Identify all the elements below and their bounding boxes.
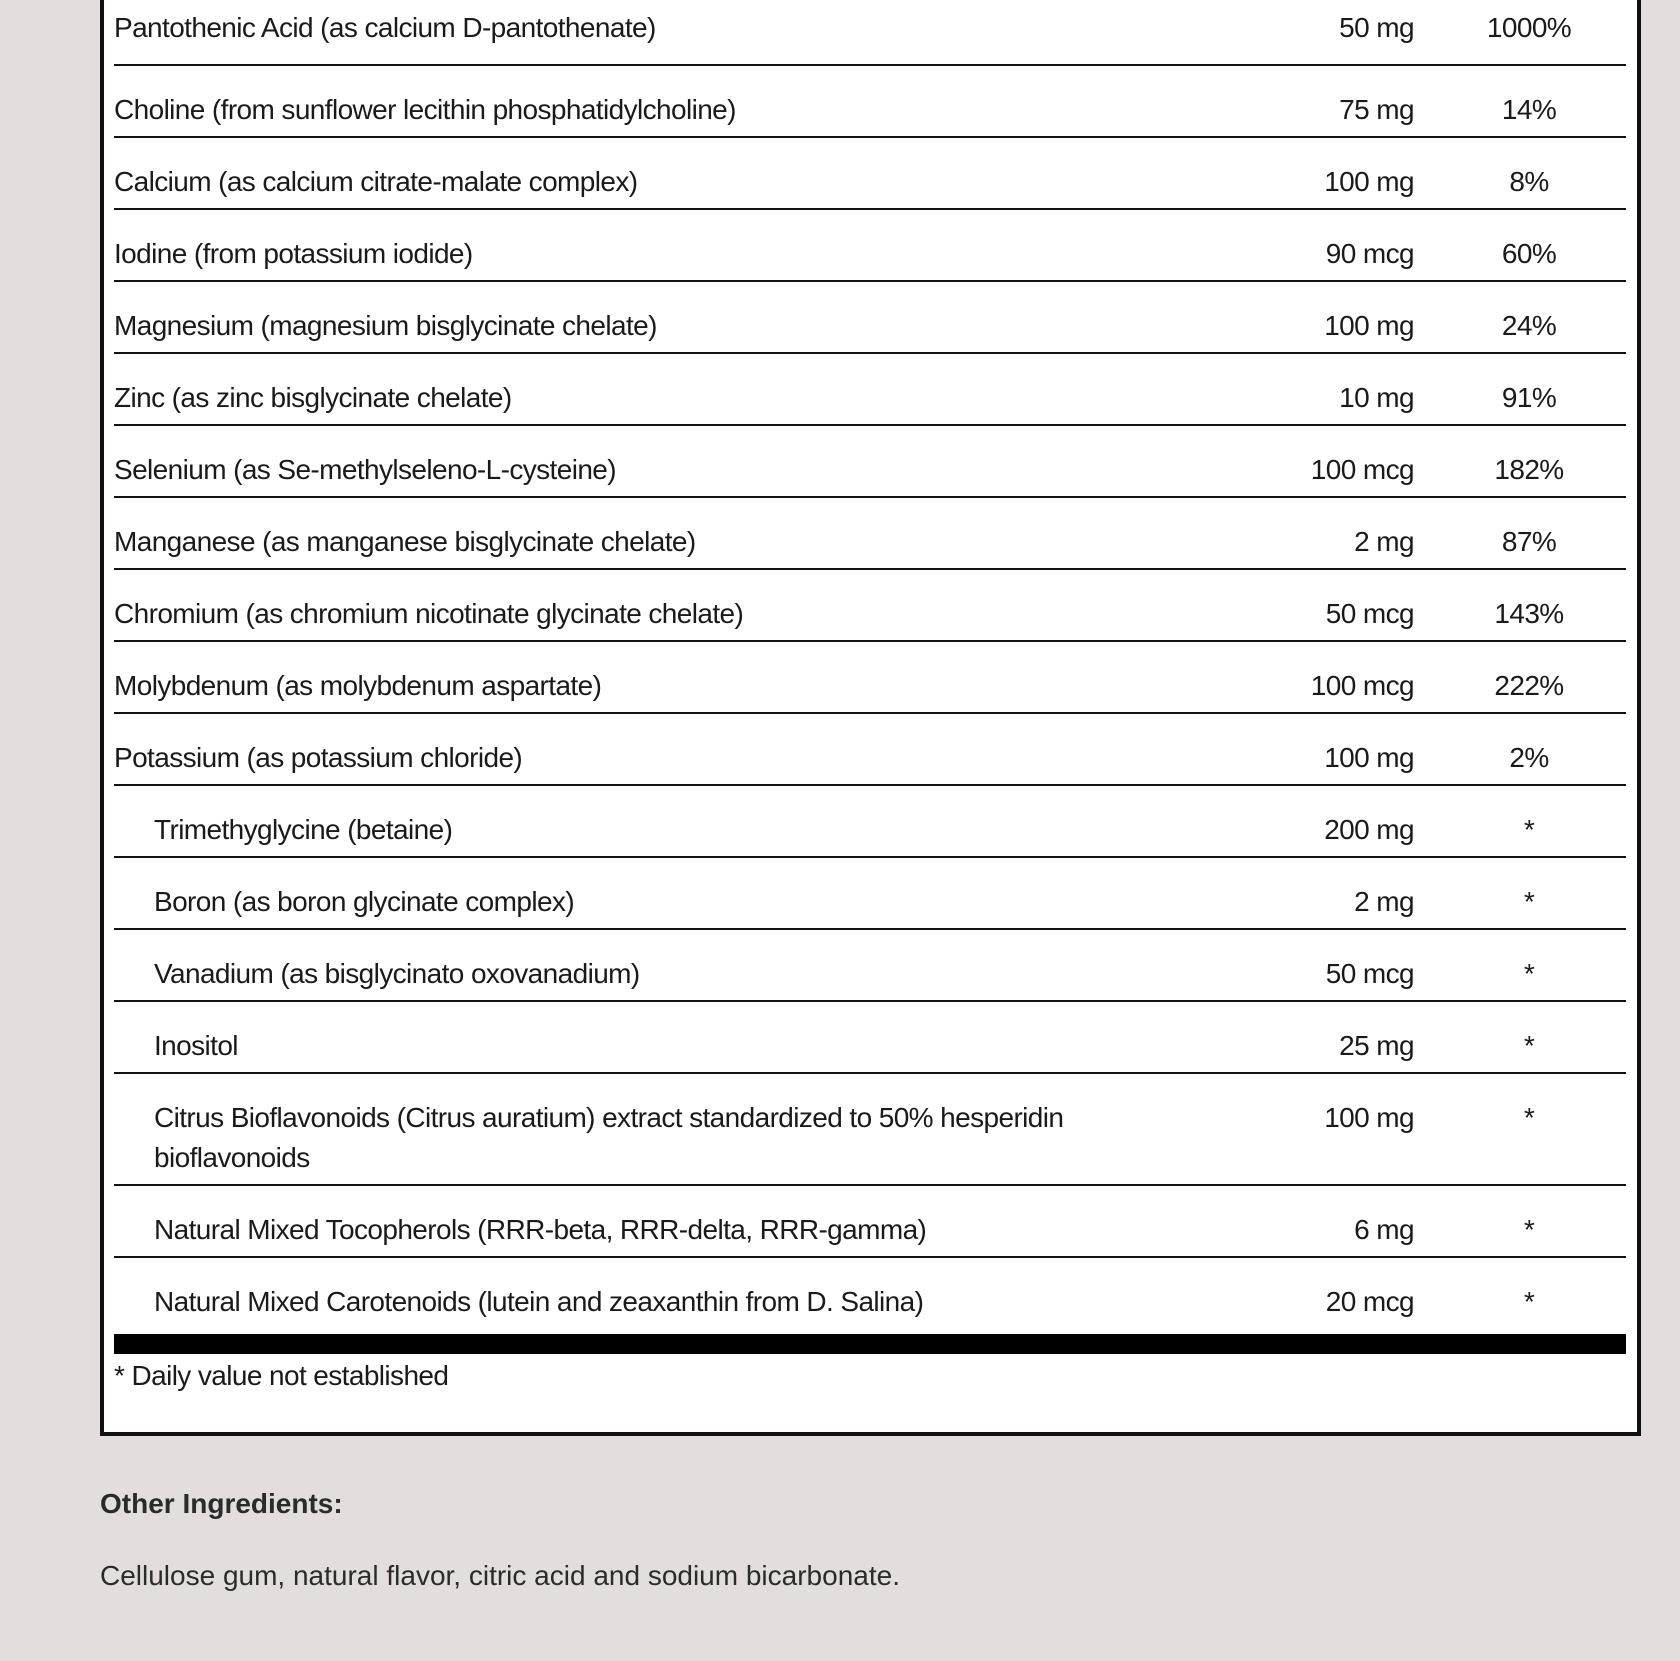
table-row bbox=[114, 642, 1626, 714]
ingredient-name: Pantothenic Acid (as calcium D-pantothenate) bbox=[114, 12, 656, 43]
ingredient-amount: 90 mcg bbox=[1325, 238, 1414, 269]
table-row bbox=[114, 210, 1626, 282]
ingredient-amount: 100 mg bbox=[1324, 742, 1414, 773]
daily-value: 60% bbox=[1501, 238, 1557, 269]
ingredient-amount: 200 mg bbox=[1324, 814, 1414, 845]
ingredient-amount: 20 mcg bbox=[1325, 1286, 1414, 1317]
daily-value: * bbox=[1523, 1102, 1535, 1133]
daily-value: * bbox=[1523, 814, 1535, 845]
ingredient-name: Citrus Bioflavonoids (Citrus auratium) extract standardized to 50% hesperidin bioflavonoids bbox=[154, 1102, 1064, 1173]
ingredient-amount: 2 mg bbox=[1354, 526, 1414, 557]
ingredient-amount: 50 mcg bbox=[1325, 958, 1414, 989]
table-row bbox=[114, 1074, 1626, 1186]
thick-divider bbox=[114, 1334, 1626, 1354]
ingredient-amount: 2 mg bbox=[1354, 886, 1414, 917]
daily-value: 91% bbox=[1501, 382, 1557, 413]
table-row bbox=[114, 66, 1626, 138]
ingredient-amount: 50 mg bbox=[1339, 12, 1414, 43]
table-row bbox=[114, 930, 1626, 1002]
ingredient-name: Trimethyglycine (betaine) bbox=[154, 814, 453, 845]
daily-value: 143% bbox=[1494, 598, 1564, 629]
daily-value: 24% bbox=[1501, 310, 1557, 341]
ingredient-name: Choline (from sunflower lecithin phosphatidylcholine) bbox=[114, 94, 736, 125]
daily-value: * bbox=[1523, 1286, 1535, 1317]
table-row bbox=[114, 786, 1626, 858]
ingredient-name: Boron (as boron glycinate complex) bbox=[154, 886, 575, 917]
other-ingredients-heading: Other Ingredients: bbox=[100, 1488, 343, 1519]
table-row bbox=[114, 354, 1626, 426]
table-row bbox=[114, 570, 1626, 642]
ingredient-name: Zinc (as zinc bisglycinate chelate) bbox=[114, 382, 512, 413]
daily-value: 87% bbox=[1501, 526, 1557, 557]
ingredient-name: Vanadium (as bisglycinato oxovanadium) bbox=[154, 958, 640, 989]
daily-value: 2% bbox=[1509, 742, 1549, 773]
ingredient-amount: 100 mg bbox=[1324, 310, 1414, 341]
ingredient-amount: 100 mg bbox=[1324, 166, 1414, 197]
table-row bbox=[114, 426, 1626, 498]
ingredient-amount: 25 mg bbox=[1339, 1030, 1414, 1061]
ingredient-amount: 100 mcg bbox=[1310, 670, 1414, 701]
ingredient-name: Natural Mixed Carotenoids (lutein and zeaxanthin from D. Salina) bbox=[154, 1286, 924, 1317]
ingredient-amount: 50 mcg bbox=[1325, 598, 1414, 629]
table-row bbox=[114, 858, 1626, 930]
table-row bbox=[114, 498, 1626, 570]
daily-value: 8% bbox=[1509, 166, 1549, 197]
ingredient-name: Magnesium (magnesium bisglycinate chelate) bbox=[114, 310, 657, 341]
table-row bbox=[114, 0, 1626, 66]
footnote: * Daily value not established bbox=[114, 1360, 449, 1391]
ingredient-name: Chromium (as chromium nicotinate glycinate chelate) bbox=[114, 598, 744, 629]
table-row bbox=[114, 1258, 1626, 1330]
supplement-facts-panel bbox=[100, 0, 1641, 1436]
table-row bbox=[114, 1002, 1626, 1074]
daily-value: 1000% bbox=[1486, 12, 1572, 43]
daily-value: * bbox=[1523, 1030, 1535, 1061]
ingredient-name: Manganese (as manganese bisglycinate chelate) bbox=[114, 526, 696, 557]
table-row bbox=[114, 282, 1626, 354]
table-row bbox=[114, 714, 1626, 786]
ingredient-amount: 6 mg bbox=[1354, 1214, 1414, 1245]
table-row bbox=[114, 1186, 1626, 1258]
ingredient-name: Selenium (as Se-methylseleno-L-cysteine) bbox=[114, 454, 616, 485]
daily-value: * bbox=[1523, 958, 1535, 989]
ingredient-name: Inositol bbox=[154, 1030, 238, 1061]
ingredient-amount: 100 mcg bbox=[1310, 454, 1414, 485]
daily-value: 182% bbox=[1494, 454, 1564, 485]
table-row bbox=[114, 138, 1626, 210]
facts-table bbox=[114, 0, 1626, 1330]
daily-value: * bbox=[1523, 1214, 1535, 1245]
ingredient-amount: 10 mg bbox=[1339, 382, 1414, 413]
other-ingredients-text: Cellulose gum, natural flavor, citric acid and sodium bicarbonate. bbox=[100, 1560, 900, 1591]
daily-value: 222% bbox=[1494, 670, 1564, 701]
ingredient-name: Calcium (as calcium citrate-malate complex) bbox=[114, 166, 638, 197]
ingredient-name: Potassium (as potassium chloride) bbox=[114, 742, 523, 773]
daily-value: 14% bbox=[1501, 94, 1557, 125]
ingredient-name: Natural Mixed Tocopherols (RRR-beta, RRR-delta, RRR-gamma) bbox=[154, 1214, 927, 1245]
ingredient-amount: 75 mg bbox=[1339, 94, 1414, 125]
ingredient-amount: 100 mg bbox=[1324, 1102, 1414, 1133]
ingredient-name: Iodine (from potassium iodide) bbox=[114, 238, 473, 269]
daily-value: * bbox=[1523, 886, 1535, 917]
ingredient-name: Molybdenum (as molybdenum aspartate) bbox=[114, 670, 602, 701]
